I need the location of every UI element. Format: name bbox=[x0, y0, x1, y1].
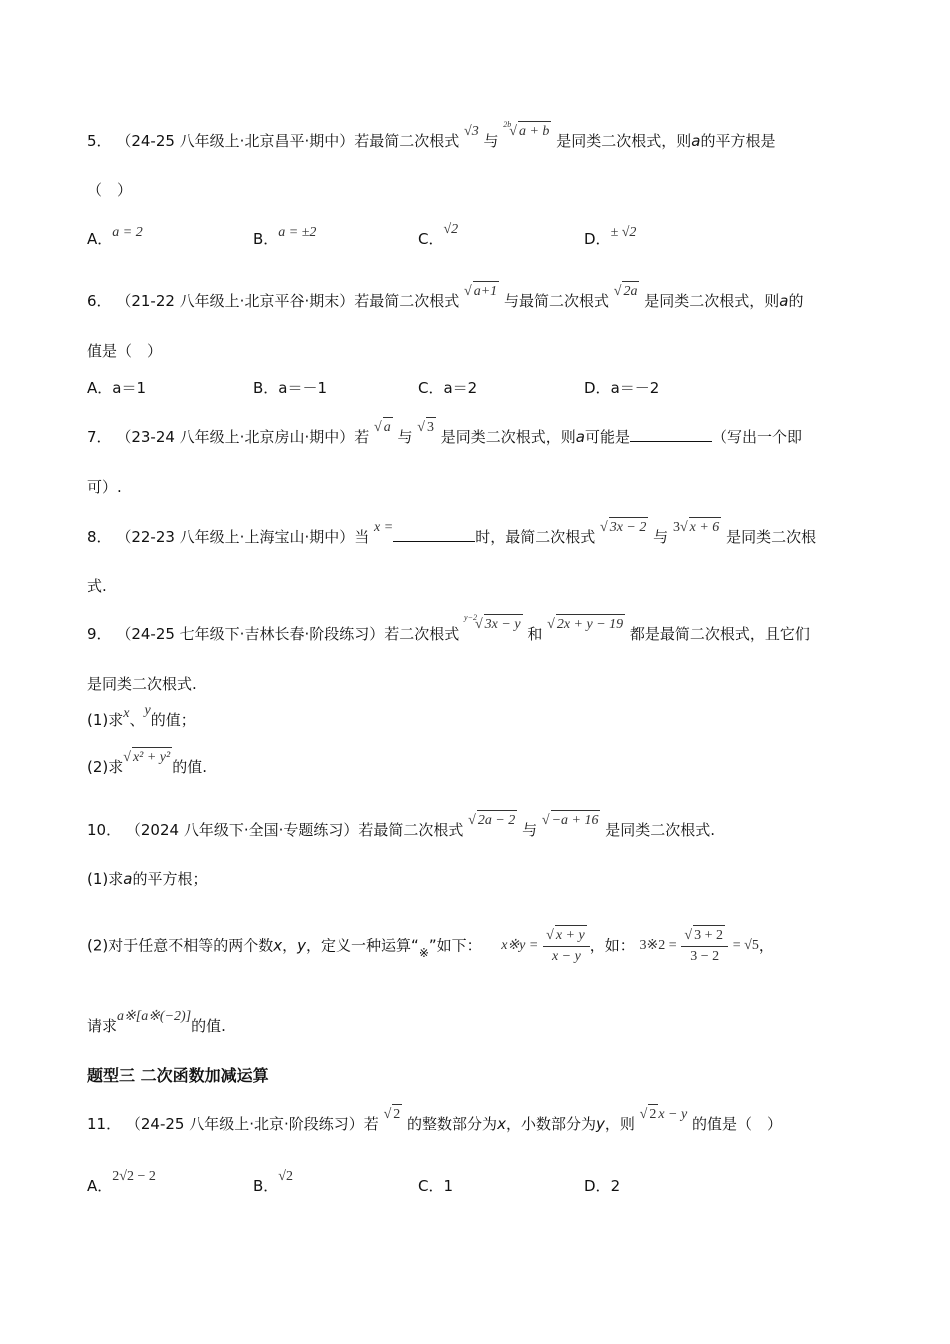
q9-text-4: 是同类二次根式. bbox=[87, 675, 197, 693]
q9-math-3: √ x² + y² bbox=[123, 747, 172, 768]
q8-text-5: 式. bbox=[87, 577, 107, 595]
q6-source: （21-22 八年级上·北京平谷·期末） bbox=[116, 292, 355, 310]
q5-option-d[interactable]: D．± √2 bbox=[584, 225, 637, 248]
q9-math-1: $^{y-2}$√ 3x − y bbox=[464, 614, 523, 636]
question-5 bbox=[87, 120, 870, 154]
q5-paren: （ ） bbox=[87, 181, 133, 199]
q11-source: （24-25 八年级上·北京·阶段练习） bbox=[125, 1115, 364, 1133]
q7-math-1: √ a bbox=[374, 417, 393, 438]
q9-var-y: y bbox=[144, 703, 151, 718]
q6-math-1: √ a+1 bbox=[464, 281, 499, 302]
q9-part-2: (2)求√ x² + y²的值. bbox=[87, 757, 870, 779]
q11-math-2: √ 2 x − y bbox=[640, 1104, 688, 1125]
q10-text-3: 是同类二次根式. bbox=[605, 821, 716, 839]
q5-text-3: 的平方根是 bbox=[700, 132, 776, 150]
q11-option-b[interactable]: B．√2 bbox=[253, 1169, 293, 1195]
q7-answer-blank[interactable] bbox=[630, 426, 712, 442]
q9-text: 若二次根式 bbox=[384, 625, 460, 643]
question-8 bbox=[87, 520, 870, 549]
question-10 bbox=[87, 813, 870, 842]
q6-text: 若最简二次根式 bbox=[354, 292, 460, 310]
q8-math-x: x = bbox=[374, 520, 394, 535]
q10-def-fraction: $\frac{√ x + y}{x - y}$ bbox=[543, 925, 590, 967]
q8-math-2: √ 3x − 2 bbox=[600, 517, 648, 538]
q6-number: 6． bbox=[87, 292, 112, 310]
q5-source: （24-25 八年级上·北京昌平·期中） bbox=[116, 132, 355, 150]
q8-text-2: 时，最简二次根式 bbox=[475, 528, 596, 546]
q8-text-3: 与 bbox=[653, 528, 669, 546]
q9-text-2: 和 bbox=[527, 625, 543, 643]
q11-math-1: √ 2 bbox=[384, 1104, 403, 1125]
q8-source: （22-23 八年级上·上海宝山·期中） bbox=[116, 528, 355, 546]
q9-var-x: x bbox=[123, 706, 130, 721]
q5-var: a bbox=[691, 132, 701, 150]
q8-text-4: 是同类二次根 bbox=[726, 528, 817, 546]
q6-option-d[interactable]: D．a＝－2 bbox=[584, 379, 660, 397]
q11-text-5: 的值是（ ） bbox=[692, 1115, 783, 1133]
q9-part-1: (1)求x、y的值； bbox=[87, 703, 196, 729]
q11-option-c[interactable]: C．1 bbox=[418, 1177, 454, 1195]
q9-text-3: 都是最简二次根式，且它们 bbox=[629, 625, 810, 643]
q7-text-4: 可能是 bbox=[584, 428, 630, 446]
q7-number: 7． bbox=[87, 428, 112, 446]
q8-text: 当 bbox=[354, 528, 370, 546]
q6-text-4: 的 bbox=[788, 292, 804, 310]
q6-option-a[interactable]: A．a＝1 bbox=[87, 379, 147, 397]
q7-math-2: √ 3 bbox=[417, 417, 436, 438]
q8-math-3: 3√ x + 6 bbox=[673, 517, 721, 538]
q6-option-b[interactable]: B．a＝－1 bbox=[253, 379, 328, 397]
q10-example-lhs: 3※2 = bbox=[639, 937, 677, 953]
q6-var: a bbox=[779, 292, 789, 310]
q5-option-b[interactable]: B．a = ±2 bbox=[253, 225, 317, 248]
q6-text-3: 是同类二次根式，则 bbox=[644, 292, 780, 310]
q11-text: 若 bbox=[363, 1115, 379, 1133]
q10-example-rhs: = √5 bbox=[732, 937, 759, 953]
q5-number: 5． bbox=[87, 132, 112, 150]
q6-text-5: 值是（ ） bbox=[87, 342, 163, 360]
q10-part-3: 请求a※[a※(−2)]的值. bbox=[87, 1009, 226, 1035]
q7-var: a bbox=[575, 428, 585, 446]
q5-text: 若最简二次根式 bbox=[354, 132, 460, 150]
q7-text-5: （写出一个即 bbox=[712, 428, 803, 446]
q8-answer-blank[interactable] bbox=[393, 526, 475, 542]
question-11: 11． （24-25 八年级上·北京·阶段练习）若 √ 2 的整数部分为x，小数部分为y，则 √ 2 x − y 的值是（ ） bbox=[87, 1114, 870, 1136]
q11-text-2: 的整数部分为 bbox=[407, 1115, 498, 1133]
question-7 bbox=[87, 420, 870, 449]
q5-option-c[interactable]: C．√2 bbox=[418, 222, 459, 248]
q10-part-1: (1)求a的平方根； bbox=[87, 870, 208, 888]
q11-option-a[interactable]: A．2√2 − 2 bbox=[87, 1169, 156, 1195]
q7-text-3: 是同类二次根式，则 bbox=[440, 428, 576, 446]
q5-text-2: 是同类二次根式，则 bbox=[556, 132, 692, 150]
q10-math-1: √ 2a − 2 bbox=[468, 810, 517, 831]
q9-source: （24-25 七年级下·吉林长春·阶段练习） bbox=[116, 625, 385, 643]
q9-math-2: √ 2x + y − 19 bbox=[547, 614, 625, 635]
q10-example-fraction: $\frac{√ 3 + 2}{3 - 2}$ bbox=[681, 925, 728, 967]
q7-text-6: 可）. bbox=[87, 478, 122, 496]
q10-def-lhs: x※y = bbox=[501, 937, 539, 953]
q10-text-2: 与 bbox=[522, 821, 538, 839]
q10-text: 若最简二次根式 bbox=[358, 821, 464, 839]
q5-math-sqrt3: √3 bbox=[464, 124, 479, 139]
q10-math-expression: a※[a※(−2)] bbox=[117, 1009, 192, 1024]
q5-math-root: $^{2b}$√ a + b bbox=[503, 121, 551, 143]
q5-option-a[interactable]: A．a = 2 bbox=[87, 225, 143, 248]
q10-part-2: (2)对于任意不相等的两个数x，y，定义一种运算“$_※$”如下： x※y = $\frac{√ x + y}{x - y}$ ，如： 3※2 = $\frac{√ 3 + 2}{3 - 2}$ = √5， bbox=[87, 925, 870, 965]
q6-math-2: √ 2a bbox=[614, 281, 640, 302]
q6-option-c[interactable]: C．a＝2 bbox=[418, 379, 478, 397]
q10-operator-symbol: ※ bbox=[418, 945, 429, 960]
q7-source: （23-24 八年级上·北京房山·期中） bbox=[116, 428, 355, 446]
q10-math-2: √ −a + 16 bbox=[542, 810, 601, 831]
question-9 bbox=[87, 613, 870, 647]
q7-text: 若 bbox=[354, 428, 370, 446]
q10-number: 10． bbox=[87, 821, 122, 839]
section-title: 题型三 二次函数加减运算 bbox=[87, 1066, 269, 1085]
q8-number: 8． bbox=[87, 528, 112, 546]
q11-number: 11． bbox=[87, 1115, 122, 1133]
q5-text-with: 与 bbox=[483, 132, 499, 150]
q9-number: 9． bbox=[87, 625, 112, 643]
q11-option-d[interactable]: D．2 bbox=[584, 1177, 621, 1195]
q6-text-2: 与最简二次根式 bbox=[503, 292, 609, 310]
q7-text-2: 与 bbox=[397, 428, 413, 446]
q10-source: （2024 八年级下·全国·专题练习） bbox=[125, 821, 359, 839]
question-6 bbox=[87, 284, 870, 313]
